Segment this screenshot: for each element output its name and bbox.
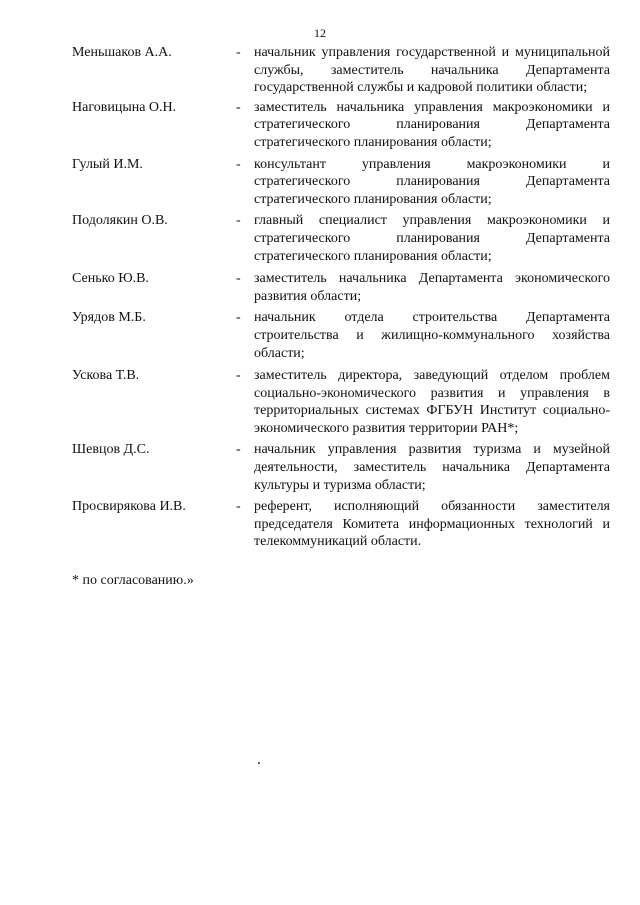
- member-name: Меньшаков А.А.: [72, 45, 172, 60]
- member-name: Шевцов Д.С.: [72, 442, 150, 458]
- page-number: 12: [314, 26, 326, 40]
- member-position: консультант управления макроэкономики и стратегического планирования Департамента стратегического планирования области;: [254, 156, 610, 207]
- list-item: [72, 270, 610, 305]
- list-item: [72, 498, 610, 551]
- member-name: Урядов М.Б.: [72, 310, 146, 326]
- member-position: заместитель директора, заведующий отделом проблем социально-экономического развития и управления в территориальных системах ФГБУН Институт социально-экономического развития территории РАН*;: [254, 368, 610, 436]
- dash-separator: -: [236, 310, 241, 326]
- dash-separator: -: [236, 213, 241, 229]
- dash-separator: -: [236, 368, 241, 384]
- dash-separator: -: [236, 156, 241, 172]
- member-name: Наговицына О.Н.: [72, 99, 177, 115]
- list-item: [72, 44, 610, 97]
- member-position: начальник управления развития туризма и музейной деятельности, заместитель начальника Департамента культуры и туризма области;: [254, 442, 610, 493]
- member-name: Просвирякова И.В.: [72, 499, 186, 515]
- dash-separator: -: [236, 442, 241, 458]
- member-position: начальник управления государственной и муниципальной службы, заместитель начальника Департамента государственной службы и кадровой политики области;: [254, 45, 610, 96]
- dash-separator: -: [236, 99, 241, 115]
- footnote: * по согласованию.»: [72, 573, 194, 588]
- dash-separator: -: [236, 499, 241, 515]
- member-position: заместитель начальника Департамента экономического развития области;: [254, 271, 610, 304]
- member-name: Подолякин О.В.: [72, 213, 168, 229]
- dash-separator: -: [236, 45, 241, 60]
- member-position: референт, исполняющий обязанности заместителя председателя Комитета информационных технологий и телекоммуникаций области.: [254, 499, 610, 550]
- member-position: заместитель начальника управления макроэкономики и стратегического планирования Департамента стратегического планирования области;: [254, 99, 610, 150]
- scan-dot: [258, 762, 260, 764]
- list-item: [72, 309, 610, 362]
- list-item: [72, 156, 610, 209]
- list-item: [72, 367, 610, 437]
- member-name: Сенько Ю.В.: [72, 271, 149, 287]
- member-position: начальник отдела строительства Департамента строительства и жилищно-коммунального хозяйства области;: [254, 310, 610, 361]
- member-name: Гулый И.М.: [72, 156, 143, 172]
- list-item: [72, 212, 610, 265]
- list-item: [72, 441, 610, 494]
- dash-separator: -: [236, 271, 241, 287]
- member-position: главный специалист управления макроэкономики и стратегического планирования Департамента стратегического планирования области;: [254, 213, 610, 264]
- member-name: Ускова Т.В.: [72, 368, 140, 384]
- member-list: [72, 44, 610, 551]
- list-item: [72, 99, 610, 152]
